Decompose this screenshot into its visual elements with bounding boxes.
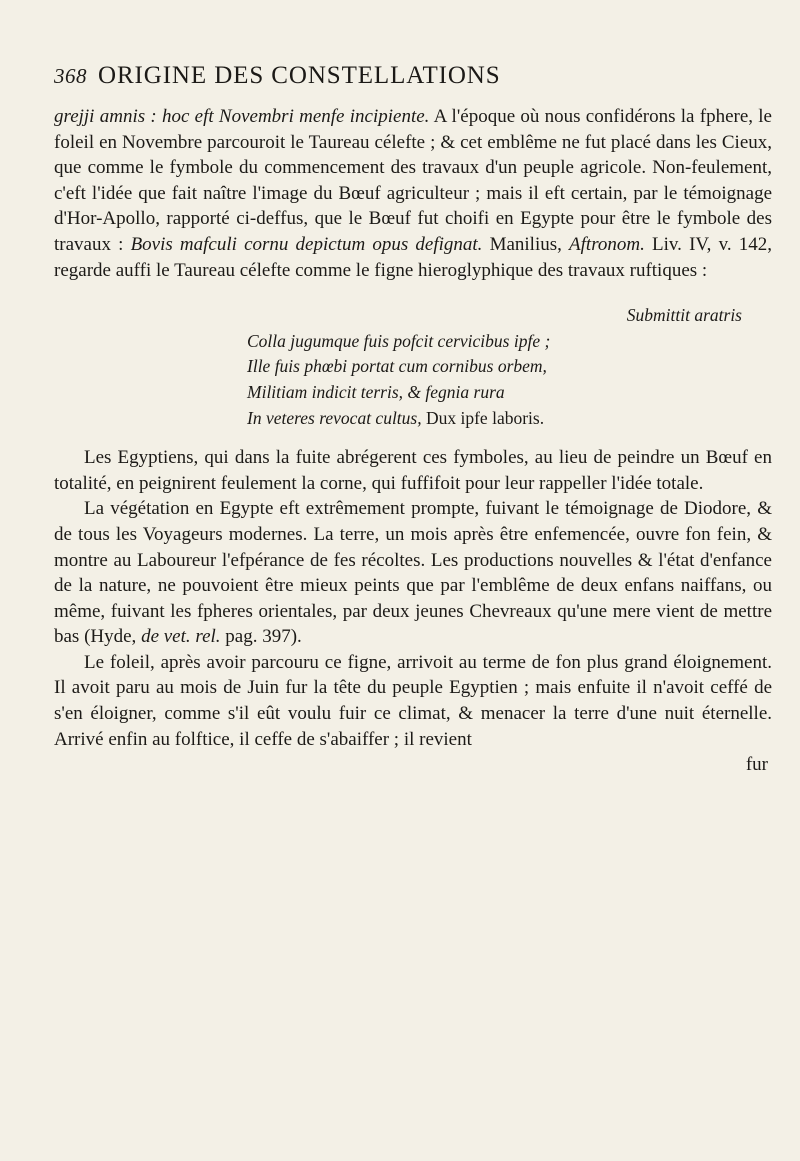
work-title: Aftronom. <box>569 233 645 255</box>
verse-line-3: Ille fuis phœbi portat cum cornibus orbem, <box>247 356 547 377</box>
verse-line-1: Submittit aratris <box>626 305 742 326</box>
paragraph-1-text-2: Manilius, <box>482 233 570 255</box>
paragraph-1-text-3: Liv. IV, v. 142, regarde auffi le Taureau célefte comme le figne hieroglyphique des travaux ruftiques : <box>54 233 772 281</box>
paragraph-4: Le foleil, après avoir parcouru ce figne, arrivoit au terme de fon plus grand éloignement. Il avoit paru au mois de Juin fur la tête du peuple Egyptien ; mais enfuite il n'avoit ceffé de s'en éloigner, comme s'il eût voulu fuir ce climat, & menacer la terre d'une nuit éternelle. Arrivé enfin au folftice, il ceffe de s'abaiffer ; il revient <box>54 651 772 750</box>
catchword: fur <box>745 754 768 776</box>
latin-quote-bovis: Bovis mafculi cornu depictum opus defignat. <box>130 233 483 255</box>
verse-quotation <box>54 303 772 431</box>
paragraph-1-text: A l'époque où nous confidérons la fphere, le foleil en Novembre parcouroit le Taureau célefte ; & cet emblême ne fut placé dans les Cieux, que comme le fymbole du commencement des travaux d'un peuple agricole. Non-feulement, c'eft l'idée que fait naître l'image du Bœuf agriculteur ; mais il eft certain, par le témoignage d'Hor-Apollo, rapporté ci-deffus, que le Bœuf fut choifi en Egypte pour être le fymbole des travaux : <box>54 106 772 255</box>
paragraph-3-text-2: pag. 397). <box>220 626 302 648</box>
verse-line-4: Militiam indicit terris, & fegnia rura <box>247 381 505 402</box>
verse-line-5-italic: In veteres revocat cultus, <box>247 407 422 428</box>
verse-line-5-roman: Dux ipfe laboris. <box>421 407 545 428</box>
paragraph-3 <box>54 496 772 650</box>
verse-line-5 <box>247 406 772 432</box>
running-title: ORIGINE DES CONSTELLATIONS <box>98 62 501 89</box>
citation-title: de vet. rel. <box>141 626 221 648</box>
paragraph-3-text: La végétation en Egypte eft extrêmement prompte, fuivant le témoignage de Diodore, & de tous les Voyageurs modernes. La terre, un mois après être enfemencée, ouvre fon fein, & montre au Laboureur l'efpérance de fes récoltes. Les productions nouvelles & l'état d'enfance de la nature, ne pouvoient être mieux peints que par l'emblême de deux enfans naiffans, ou même, fuivant les fpheres orientales, par deux jeunes Chevreaux qu'une mere vient de mettre bas (Hyde, <box>54 498 772 648</box>
page-number: 368 <box>54 64 87 88</box>
paragraph-2: Les Egyptiens, qui dans la fuite abrégerent ces fymboles, au lieu de peindre un Bœuf en totalité, en peignirent feulement la corne, qui fuffifoit pour leur rappeller l'idée totale. <box>54 447 772 494</box>
verse-line-2: Colla jugumque fuis pofcit cervicibus ipfe ; <box>247 330 551 351</box>
paragraph-1 <box>54 104 772 283</box>
page-header <box>54 62 772 104</box>
latin-quote: grejji amnis : hoc eft Novembri menfe incipiente. <box>54 106 430 127</box>
